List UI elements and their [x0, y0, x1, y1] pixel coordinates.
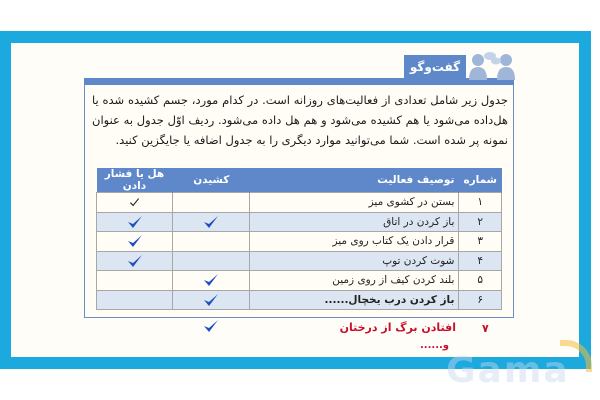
- row-description: شوت کردن توپ: [250, 251, 459, 271]
- checkmark-icon: [203, 319, 219, 333]
- checkmark-icon: [127, 254, 143, 268]
- row-number: ۱: [459, 193, 502, 213]
- activity-table: [96, 168, 502, 310]
- row-description: باز کردن در اتاق: [250, 212, 459, 232]
- pull-cell: [173, 290, 250, 310]
- extra-row-number: ۷: [482, 322, 489, 335]
- row-number: ۳: [459, 232, 502, 252]
- push-cell: [97, 212, 173, 232]
- row-description: قرار دادن یک کتاب روی میز: [250, 232, 459, 252]
- people-talking-icon: [468, 50, 516, 80]
- intro-paragraph: جدول زیر شامل تعدادی از فعالیت‌های روزانه است. در کدام مورد، جسم کشیده شده یا هل‌داده می‌شود یا هم کشیده می‌شود و هم هل داده می‌شود. ردیف اوّل جدول به عنوان نمونه پر شده است. شما می‌توانید موارد دیگری را به جدول اضافه یا جایگزین کنید.: [92, 93, 508, 147]
- frame-border-left: [0, 31, 11, 369]
- table-row: [97, 290, 502, 310]
- row-number: ۵: [459, 271, 502, 291]
- row-description: بلند کردن کیف از روی زمین: [250, 271, 459, 291]
- push-cell: [97, 290, 173, 310]
- header-number: شماره: [459, 168, 502, 193]
- pull-cell: [173, 271, 250, 291]
- frame-border-right: [579, 31, 591, 369]
- pull-cell: [173, 251, 250, 271]
- checkmark-icon: [203, 215, 219, 229]
- table-row: [97, 193, 502, 213]
- push-cell: [97, 271, 173, 291]
- header-push: هل یا فشار دادن: [97, 168, 173, 193]
- table-row: [97, 212, 502, 232]
- pull-cell: [173, 232, 250, 252]
- push-cell: [97, 232, 173, 252]
- row-number: ۶: [459, 290, 502, 310]
- table-row: [97, 251, 502, 271]
- extra-row-etc: و......: [420, 340, 450, 351]
- header-pull: کشیدن: [173, 168, 250, 193]
- row-number: ۴: [459, 251, 502, 271]
- checkmark-icon: [203, 293, 219, 307]
- push-cell: [97, 251, 173, 271]
- frame-border-top: [0, 31, 591, 43]
- watermark-logo: Gama: [446, 350, 570, 391]
- push-cell: [97, 193, 173, 213]
- table-row: [97, 271, 502, 291]
- checkmark-icon: [129, 197, 140, 207]
- row-description-answer: باز کردن درب یخچال......: [250, 290, 459, 310]
- table-row: [97, 232, 502, 252]
- panel-header-strip: [84, 78, 514, 85]
- pull-cell: [173, 212, 250, 232]
- table-header-row: [97, 168, 502, 193]
- section-title: گفت‌وگو: [404, 55, 466, 79]
- pull-cell: [173, 193, 250, 213]
- header-description: توصیف فعالیت: [250, 168, 459, 193]
- checkmark-icon: [203, 273, 219, 287]
- row-number: ۲: [459, 212, 502, 232]
- row-description: بستن در کشوی میز: [250, 193, 459, 213]
- checkmark-icon: [127, 215, 143, 229]
- extra-row-description: افتادن برگ از درختان: [339, 321, 456, 334]
- checkmark-icon: [127, 234, 143, 248]
